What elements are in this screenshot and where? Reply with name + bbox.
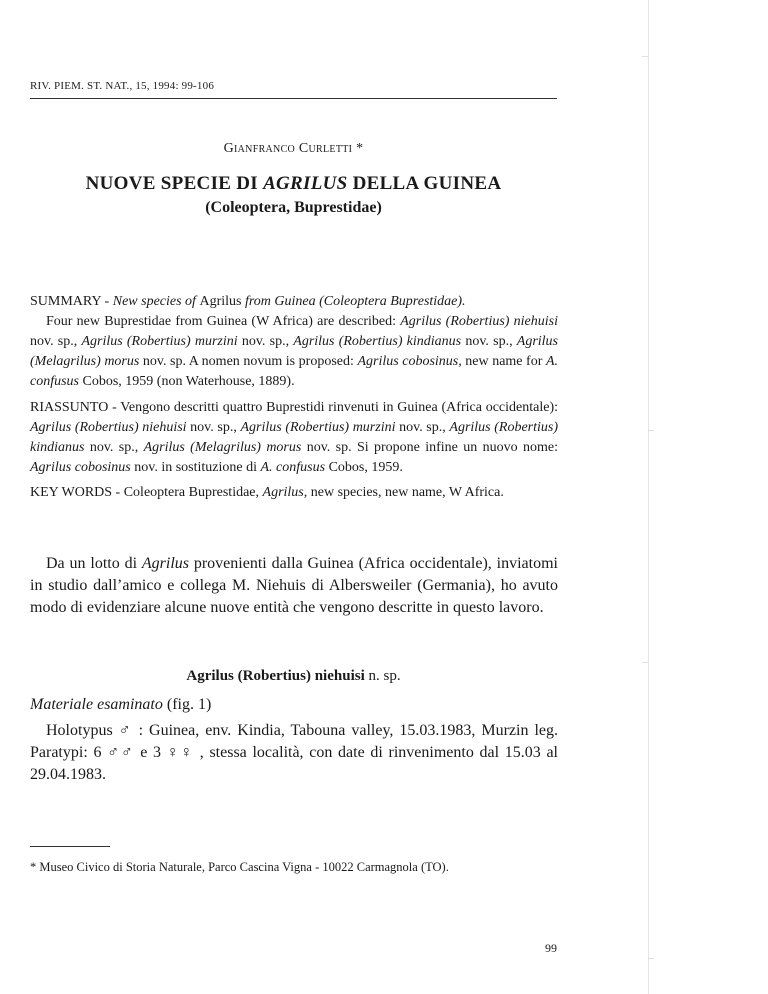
summary-text: Four new Buprestidae from Guinea (W Africa) are described: [46, 314, 401, 329]
riassunto-species: Agrilus cobosinus [30, 460, 131, 475]
article-title [30, 173, 557, 195]
running-head: RIV. PIEM. ST. NAT., 15, 1994: 99-106 [30, 80, 215, 92]
scan-edge-tick [648, 430, 654, 431]
riassunto-species: Agrilus (Robertius) murzini [240, 420, 396, 435]
scan-edge-tick [648, 958, 654, 959]
riassunto-species: A. confusus [260, 460, 326, 475]
riassunto-text: nov. sp. Si propone infine un nuovo nome: [301, 440, 558, 455]
keywords-text: KEY WORDS - Coleoptera Buprestidae, [30, 485, 263, 500]
riassunto-species: Agrilus (Robertius) niehuisi [30, 420, 187, 435]
title-suffix: DELLA GUINEA [347, 173, 502, 194]
footnote-rule [30, 846, 110, 847]
riassunto-species: Agrilus (Melagrilus) morus [143, 440, 302, 455]
summary-species: Agrilus (Robertius) niehuisi [400, 314, 558, 329]
summary-species: Agrilus (Robertius) kindianus [293, 334, 462, 349]
summary-text: Cobos, 1959 (non Waterhouse, 1889). [79, 374, 295, 389]
riassunto-text: Vengono descritti quattro Buprestidi rinvenuti in Guinea (Africa occidentale): [120, 400, 558, 415]
material-label: Materiale esaminato [30, 696, 163, 713]
intro-paragraph [30, 553, 558, 619]
material-heading [30, 696, 211, 714]
keywords-genus: Agrilus, [262, 485, 308, 500]
keywords-paragraph [30, 483, 558, 503]
title-genus: AGRILUS [263, 173, 348, 194]
summary-text: new name for [461, 354, 546, 369]
species-heading-name: Agrilus (Robertius) niehuisi [186, 668, 365, 684]
riassunto-text: nov. sp., [84, 440, 144, 455]
summary-heading-a: New species of [112, 294, 200, 309]
riassunto-species: Agrilus (Robertius) kindianus [30, 420, 559, 455]
riassunto-label: RIASSUNTO - [30, 400, 121, 415]
riassunto-text: nov. sp., [395, 420, 450, 435]
summary-text: nov. sp., [237, 334, 294, 349]
summary-text: nov. sp., [461, 334, 517, 349]
holotype-paragraph: Holotypus ♂ : Guinea, env. Kindia, Tabouna valley, 15.03.1983, Murzin leg. Paratypi: 6 ♂♂ e 3 ♀♀ , stessa località, con date di rinvenimento dal 15.03 al 29.04.1983. [30, 722, 558, 783]
scan-edge-tick [642, 662, 648, 663]
author-name: Gianfranco Curletti * [223, 141, 364, 156]
intro-text: Da un lotto di [46, 555, 142, 572]
summary-species: Agrilus (Melagrilus) morus [30, 334, 559, 369]
intro-text: provenienti dalla Guinea (Africa occidentale), inviatomi in studio dall’amico e collega M. Niehuis di Albersweiler (Germania), ho avuto modo di evidenziare alcune nuove entità che vengono descritte in questo lavoro. [30, 555, 558, 616]
summary-text: nov. sp. A nomen novum is proposed: [139, 354, 358, 369]
page-number: 99 [545, 941, 557, 955]
riassunto-text: nov. sp., [186, 420, 241, 435]
riassunto-text: Cobos, 1959. [325, 460, 403, 475]
keywords-text: new species, new name, W Africa. [307, 485, 504, 500]
article-subtitle: (Coleoptera, Buprestidae) [205, 199, 382, 216]
material-figure-ref: (fig. 1) [162, 696, 212, 713]
species-heading-rest: n. sp. [364, 668, 401, 684]
summary-species: Agrilus (Robertius) murzini [81, 334, 238, 349]
header-rule [30, 98, 557, 99]
summary-species: Agrilus cobosinus, [357, 354, 462, 369]
intro-genus: Agrilus [141, 555, 189, 572]
footnote: * Museo Civico di Storia Naturale, Parco Cascina Vigna - 10022 Carmagnola (TO). [30, 860, 449, 874]
summary-text: nov. sp., [30, 334, 82, 349]
riassunto-text: nov. in sostituzione di [130, 460, 261, 475]
title-prefix: NUOVE SPECIE DI [85, 173, 264, 194]
summary-heading-genus: Agrilus [199, 294, 242, 309]
summary-paragraph [30, 292, 558, 392]
scan-edge-line [648, 0, 649, 994]
scan-edge-tick [642, 56, 648, 57]
summary-species: A. confusus [30, 354, 559, 389]
summary-heading-b: from Guinea (Coleoptera Buprestidae). [241, 294, 466, 309]
species-heading [30, 668, 557, 685]
riassunto-paragraph [30, 398, 558, 478]
summary-label: SUMMARY - [30, 294, 113, 309]
